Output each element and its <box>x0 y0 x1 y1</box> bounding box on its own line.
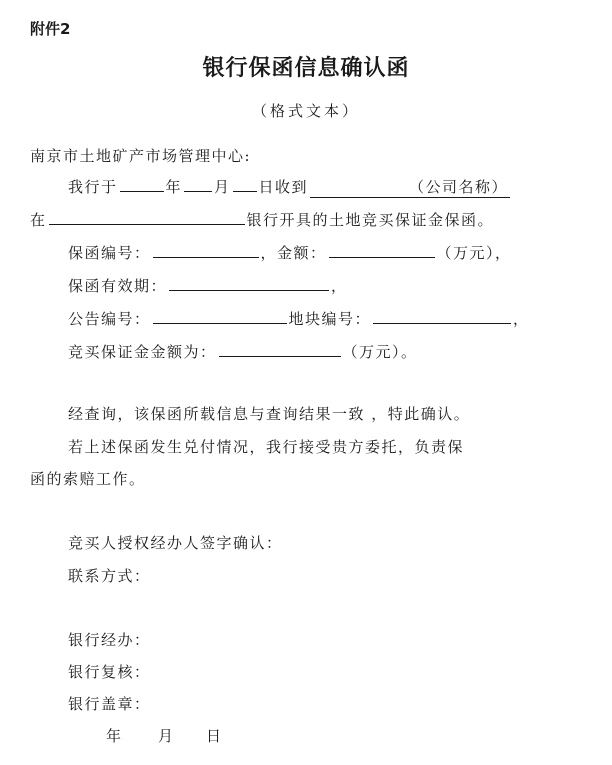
document-title: 银行保函信息确认函 <box>202 56 410 81</box>
bank-review-label: 银行复核： <box>68 663 151 681</box>
date-month-label: 月 <box>158 727 175 745</box>
annex-label: 附件2 <box>30 20 71 38</box>
deposit-unit: （万元）。 <box>342 343 418 361</box>
contact-label: 联系方式： <box>68 567 151 585</box>
year-blank <box>120 175 164 192</box>
receipt-prefix: 我行于 <box>68 178 118 196</box>
receipt-year-label: 年 <box>165 178 183 196</box>
validity-end: ， <box>331 277 348 295</box>
guarantee-number-blank <box>153 241 259 258</box>
bidder-signature-label: 竞买人授权经办人签字确认： <box>68 534 283 552</box>
notice-plot-line <box>68 307 530 329</box>
plot-number-blank <box>373 307 511 324</box>
guarantee-number-line <box>68 241 512 263</box>
bank-name-blank <box>49 208 245 225</box>
amount-label: ，金额： <box>260 244 327 262</box>
month-blank <box>184 175 212 192</box>
plot-number-label: 地块编号： <box>288 310 372 328</box>
receipt-day-label: 日收到 <box>258 178 309 196</box>
receipt-line <box>68 175 510 197</box>
date-year-label: 年 <box>106 727 123 745</box>
company-name-field: （公司名称） <box>310 177 510 198</box>
validity-blank <box>169 274 329 291</box>
issuer-prefix: 在 <box>30 211 47 229</box>
deposit-blank <box>219 340 341 357</box>
day-blank <box>233 175 257 192</box>
document-subtitle: （格式文本） <box>251 102 360 120</box>
plot-end: ， <box>513 310 530 328</box>
commitment-text-line1: 若上述保函发生兑付情况，我行接受贵方委托，负责保 <box>68 438 465 456</box>
amount-unit: （万元）， <box>436 244 512 262</box>
validity-label: 保函有效期： <box>68 277 168 295</box>
bank-handler-label: 银行经办： <box>68 631 151 649</box>
receipt-month-label: 月 <box>214 178 231 196</box>
notice-number-label: 公告编号： <box>68 310 151 328</box>
confirmation-text: 经查询，该保函所载信息与查询结果一致 ，特此确认。 <box>68 405 471 423</box>
addressee: 南京市土地矿产市场管理中心: <box>30 147 252 165</box>
deposit-line <box>68 340 418 362</box>
issuer-line <box>30 208 494 230</box>
amount-blank <box>329 241 435 258</box>
notice-number-blank <box>153 307 287 324</box>
commitment-text-line2: 函的索赔工作。 <box>30 470 146 488</box>
bank-seal-label: 银行盖章： <box>68 695 151 713</box>
validity-line <box>68 274 348 296</box>
guarantee-number-label: 保函编号： <box>68 244 151 262</box>
date-day-label: 日 <box>206 727 223 745</box>
deposit-label: 竞买保证金金额为： <box>68 343 217 361</box>
issuer-suffix: 银行开具的土地竞买保证金保函。 <box>246 211 495 229</box>
